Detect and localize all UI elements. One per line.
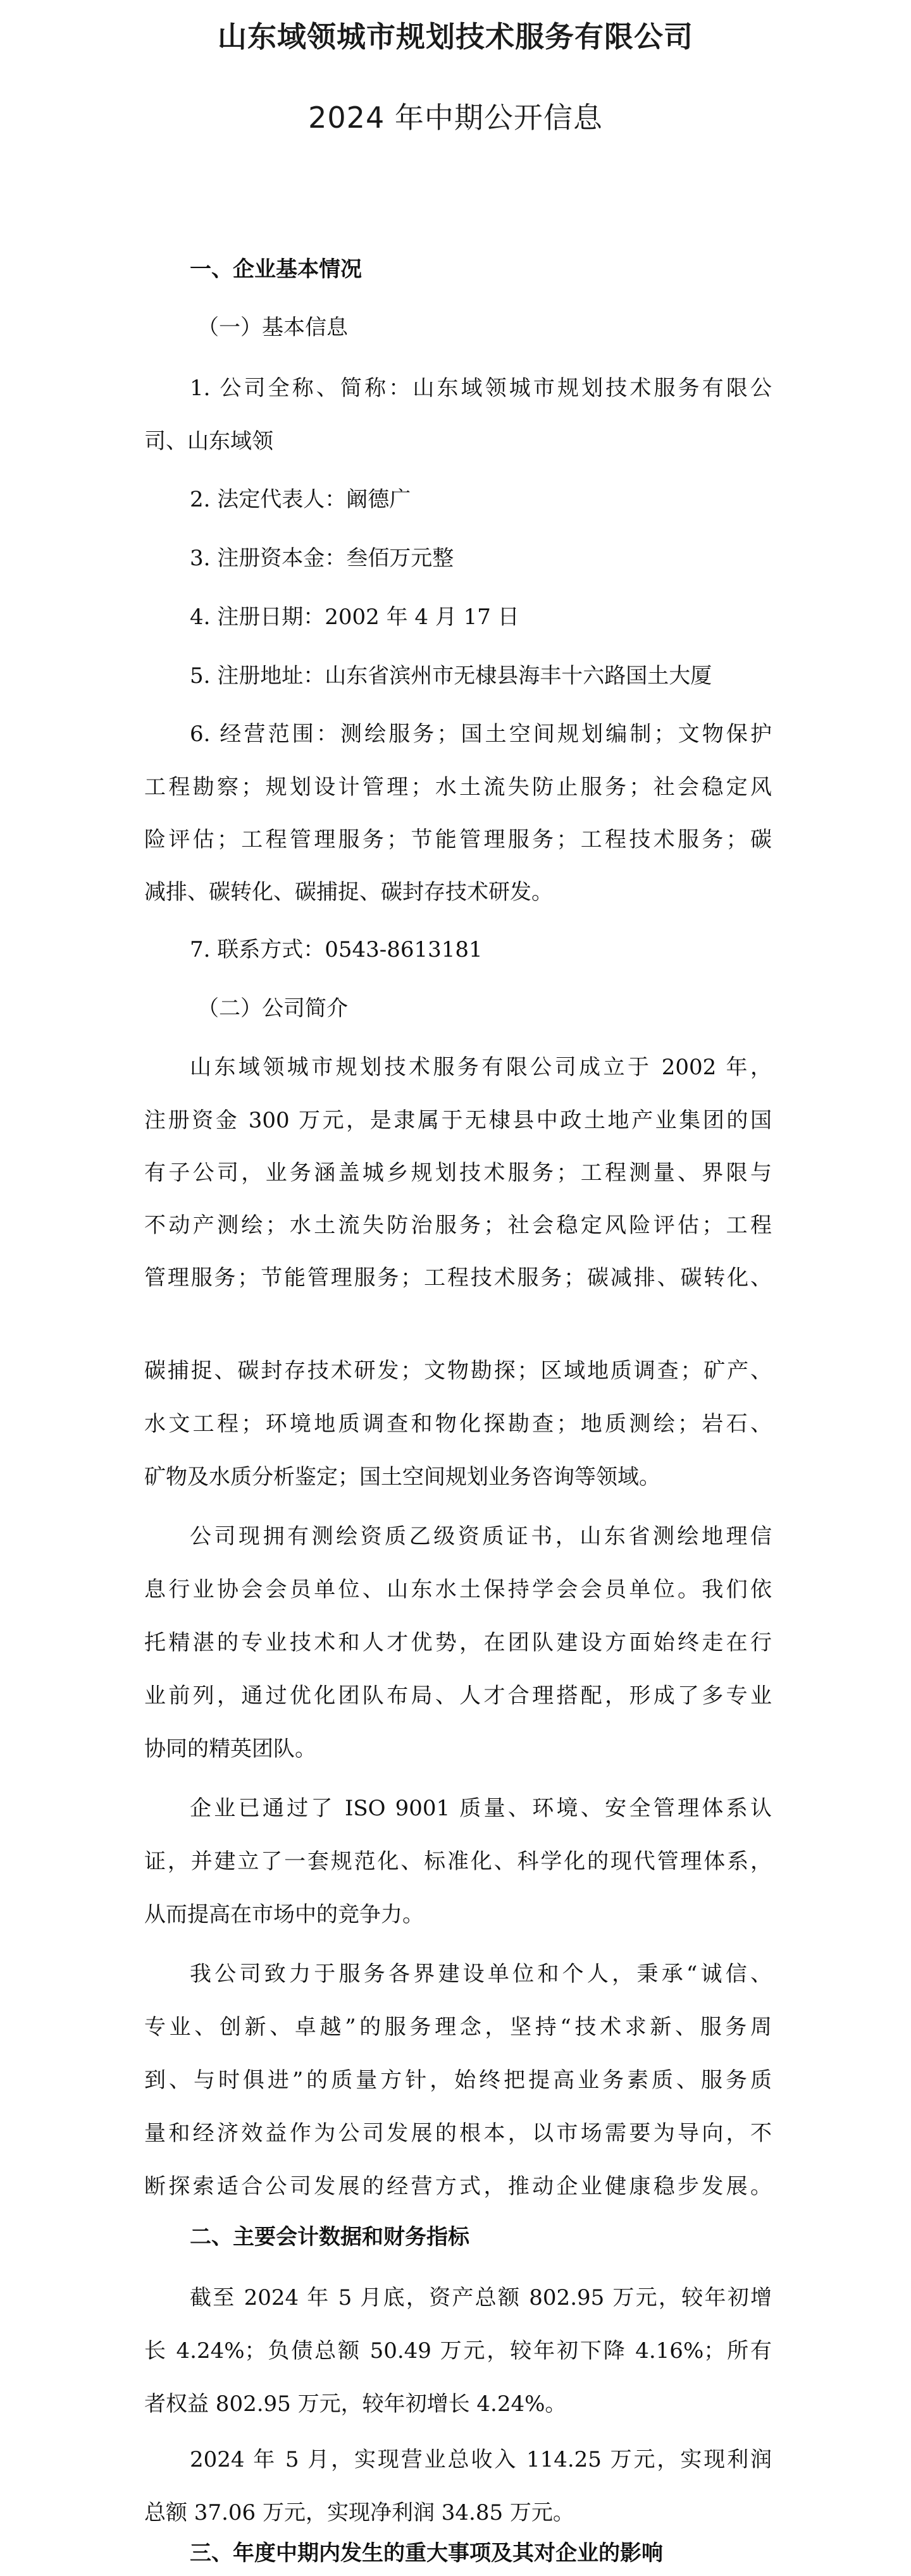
subsection-company-profile-heading: （二）公司简介 — [197, 996, 348, 1021]
document-title: 山东域领城市规划技术服务有限公司 — [218, 20, 693, 54]
profile-p1-line: 有子公司，业务涵盖城乡规划技术服务；工程测量、界限与 — [144, 1160, 772, 1186]
subsection-basic-info-heading: （一）基本信息 — [197, 315, 348, 340]
info-business-scope-line-1: 6. 经营范围：测绘服务；国土空间规划编制；文物保护 — [190, 721, 772, 747]
profile-p1-line: 山东域领城市规划技术服务有限公司成立于 2002 年， — [190, 1055, 772, 1080]
finance-p1-line: 长 4.24%；负债总额 50.49 万元，较年初下降 4.16%；所有 — [144, 2338, 772, 2364]
info-contact: 7. 联系方式：0543-8613181 — [190, 937, 483, 962]
profile-p4-line: 量和经济效益作为公司发展的根本，以市场需要为导向，不 — [144, 2121, 772, 2146]
profile-p1-line: 矿物及水质分析鉴定；国土空间规划业务咨询等领域。 — [144, 1464, 660, 1490]
profile-p3-line: 从而提高在市场中的竞争力。 — [144, 1902, 424, 1927]
profile-p2-line: 协同的精英团队。 — [144, 1736, 316, 1762]
info-registered-capital: 3. 注册资本金：叁佰万元整 — [190, 546, 454, 571]
profile-p4-line: 断探索适合公司发展的经营方式，推动企业健康稳步发展。 — [144, 2174, 772, 2199]
profile-p2-line: 托精湛的专业技术和人才优势，在团队建设方面始终走在行 — [144, 1630, 772, 1655]
info-registration-date: 4. 注册日期：2002 年 4 月 17 日 — [190, 604, 519, 630]
profile-p3-line: 企业已通过了 ISO 9001 质量、环境、安全管理体系认 — [190, 1796, 772, 1821]
info-business-scope-line-4: 减排、碳转化、碳捕捉、碳封存技术研发。 — [144, 880, 553, 905]
section-1-heading: 一、企业基本情况 — [190, 257, 362, 282]
profile-p4-line: 到、与时俱进”的质量方针，始终把提高业务素质、服务质 — [144, 2068, 772, 2093]
profile-p2-line: 业前列，通过优化团队布局、人才合理搭配，形成了多专业 — [144, 1683, 772, 1708]
info-business-scope-line-3: 险评估；工程管理服务；节能管理服务；工程技术服务；碳 — [144, 827, 772, 852]
section-3-heading: 三、年度中期内发生的重大事项及其对企业的影响 — [190, 2541, 663, 2566]
profile-p1-line: 碳捕捉、碳封存技术研发；文物勘探；区域地质调查；矿产、 — [144, 1358, 772, 1383]
finance-p1-line: 截至 2024 年 5 月底，资产总额 802.95 万元，较年初增 — [190, 2285, 772, 2310]
profile-p1-line: 管理服务；节能管理服务；工程技术服务；碳减排、碳转化、 — [144, 1265, 772, 1291]
profile-p4-line: 我公司致力于服务各界建设单位和个人，秉承“诚信、 — [190, 1961, 772, 1987]
info-company-name-line-1: 1. 公司全称、简称：山东域领城市规划技术服务有限公 — [190, 376, 772, 401]
finance-p2-line: 2024 年 5 月，实现营业总收入 114.25 万元，实现利润 — [190, 2447, 772, 2472]
profile-p4-line: 专业、创新、卓越”的服务理念，坚持“技术求新、服务周 — [144, 2015, 772, 2040]
profile-p1-line: 注册资金 300 万元，是隶属于无棣县中政土地产业集团的国 — [144, 1108, 772, 1133]
profile-p2-line: 公司现拥有测绘资质乙级资质证书，山东省测绘地理信 — [190, 1524, 772, 1549]
info-registered-address: 5. 注册地址：山东省滨州市无棣县海丰十六路国土大厦 — [190, 663, 712, 689]
profile-p3-line: 证，并建立了一套规范化、标准化、科学化的现代管理体系， — [144, 1849, 772, 1874]
info-legal-representative: 2. 法定代表人：阚德广 — [190, 487, 411, 512]
section-2-heading: 二、主要会计数据和财务指标 — [190, 2224, 469, 2250]
finance-p2-line: 总额 37.06 万元，实现净利润 34.85 万元。 — [144, 2500, 574, 2525]
info-company-name-line-2: 司、山东域领 — [144, 429, 273, 454]
profile-p2-line: 息行业协会会员单位、山东水土保持学会会员单位。我们依 — [144, 1577, 772, 1602]
document-subtitle: 2024 年中期公开信息 — [308, 101, 603, 135]
profile-p1-line: 水文工程；环境地质调查和物化探勘查；地质测绘；岩石、 — [144, 1411, 772, 1437]
profile-p1-line: 不动产测绘；水土流失防治服务；社会稳定风险评估；工程 — [144, 1213, 772, 1238]
finance-p1-line: 者权益 802.95 万元，较年初增长 4.24%。 — [144, 2391, 567, 2417]
info-business-scope-line-2: 工程勘察；规划设计管理；水土流失防止服务；社会稳定风 — [144, 775, 772, 800]
